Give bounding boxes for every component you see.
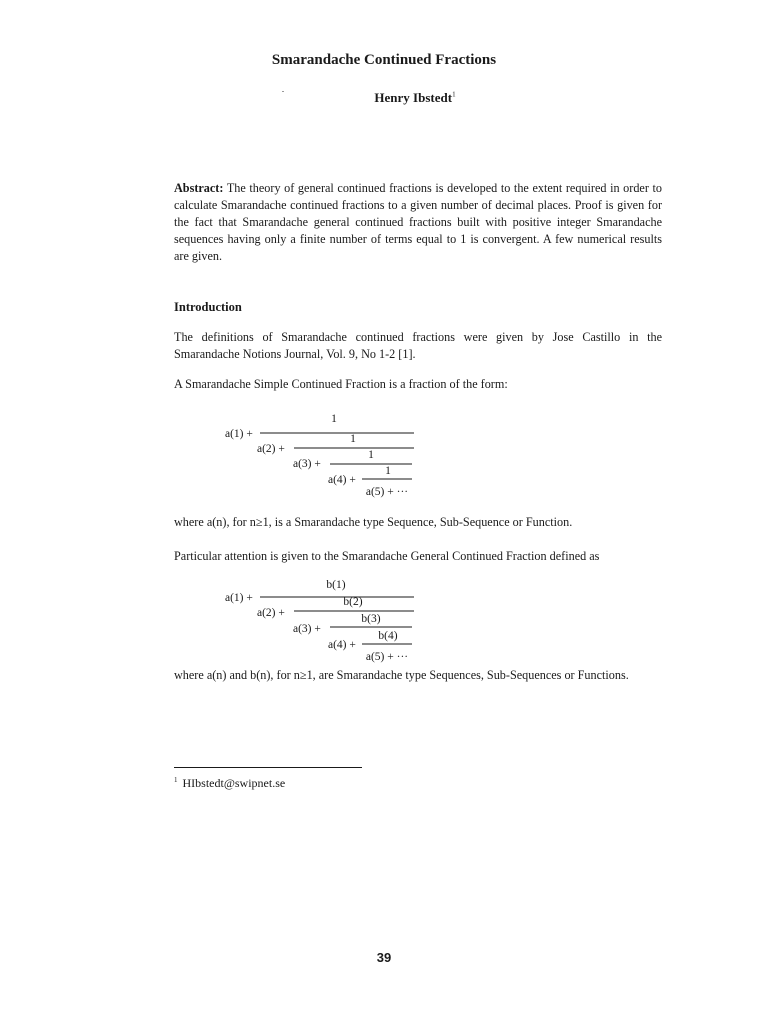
scan-speck	[282, 91, 284, 92]
tail-term: a(5) + ···	[365, 486, 409, 498]
footnote	[174, 776, 285, 791]
term-a4: a(4) +	[328, 474, 356, 486]
term-a2: a(2) +	[257, 443, 285, 455]
simple-fraction-intro: A Smarandache Simple Continued Fraction is a fraction of the form:	[174, 377, 508, 391]
numerator-2: 1	[350, 433, 356, 445]
footnote-mark: 1	[174, 776, 178, 784]
abstract-label: Abstract:	[174, 181, 224, 195]
author-name: Henry Ibstedt	[374, 90, 453, 105]
term-a1: a(1) +	[225, 592, 253, 604]
abstract-paragraph	[174, 180, 662, 265]
paper-title: Smarandache Continued Fractions	[271, 52, 497, 68]
term-a4: a(4) +	[328, 639, 356, 651]
page-number: 39	[376, 950, 392, 965]
term-a3: a(3) +	[293, 458, 321, 470]
term-a1: a(1) +	[225, 428, 253, 440]
footnote-email: HIbstedt@swipnet.se	[182, 776, 286, 790]
simple-continued-fraction-formula	[200, 404, 460, 504]
general-fraction-intro: Particular attention is given to the Smarandache General Continued Fraction defined as	[174, 549, 600, 563]
term-a3: a(3) +	[293, 623, 321, 635]
author-footnote-mark: 1	[452, 90, 456, 99]
introduction-paragraph: The definitions of Smarandache continued fractions were given by Jose Castillo in the Smarandache Notions Journal, Vol. 9, No 1-2 [1].	[174, 330, 662, 361]
introduction-heading: Introduction	[174, 300, 242, 314]
footnote-divider	[174, 767, 362, 768]
tail-term: a(5) + ···	[365, 651, 409, 663]
numerator-1: 1	[331, 413, 337, 425]
numerator-b4: b(4)	[378, 630, 398, 642]
simple-fraction-where-clause: where a(n), for n≥1, is a Smarandache type Sequence, Sub-Sequence or Function.	[174, 515, 573, 529]
numerator-b3: b(3)	[361, 613, 381, 625]
numerator-4: 1	[385, 465, 391, 477]
general-fraction-where-clause: where a(n) and b(n), for n≥1, are Smarandache type Sequences, Sub-Sequences or Functions.	[174, 668, 629, 682]
numerator-b1: b(1)	[326, 579, 346, 591]
numerator-b2: b(2)	[343, 596, 363, 608]
abstract-text: The theory of general continued fractions is developed to the extent required in order to calculate Smarandache continued fractions to a given number of decimal places. Proof is given for the fact that Smarandache general continued fractions built with positive integer Smarandache sequences having only a finite number of terms equal to 1 is convergent. A few numerical results are given.	[174, 181, 662, 263]
author-line	[0, 90, 768, 106]
term-a2: a(2) +	[257, 607, 285, 619]
numerator-3: 1	[368, 449, 374, 461]
general-continued-fraction-formula	[200, 574, 460, 666]
